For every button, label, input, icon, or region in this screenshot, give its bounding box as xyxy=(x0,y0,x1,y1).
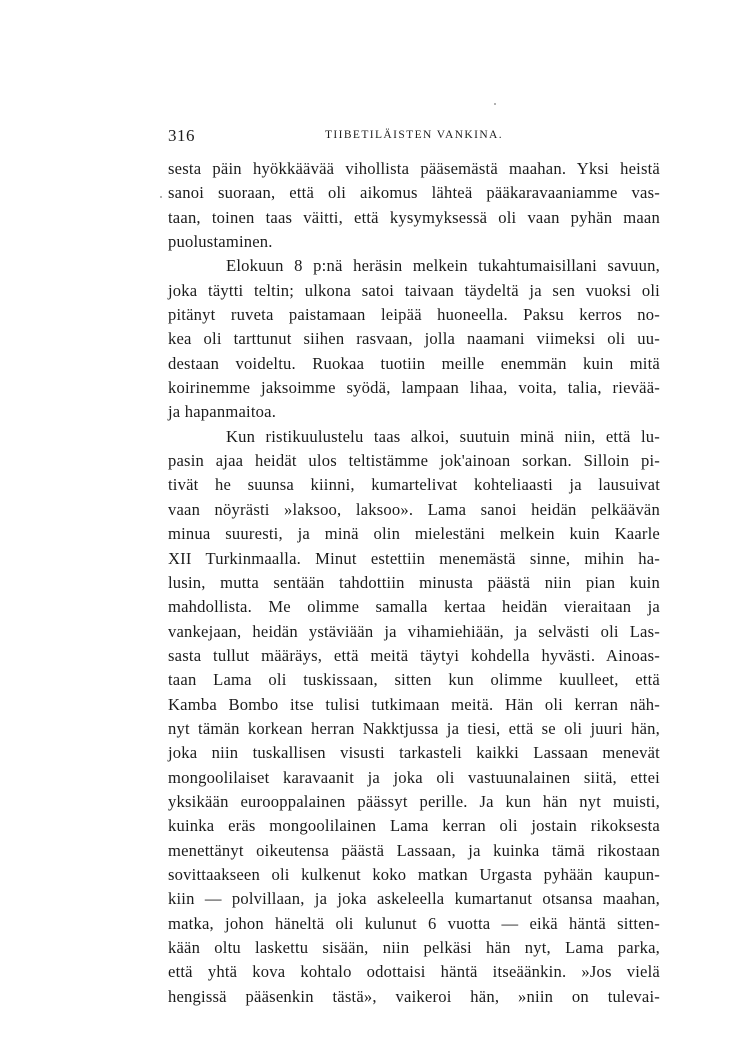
text-line: kea oli tarttunut siihen rasvaan, jolla naamani viimeksi oli uu- xyxy=(168,329,660,349)
text-line: lusin, mutta sentään tahdottiin minusta päästä niin pian kuin xyxy=(168,572,660,592)
text-line: puolustaminen. xyxy=(168,232,273,252)
text-line: yksikään eurooppalainen päässyt perille. Ja kun hän nyt muisti, xyxy=(168,791,660,811)
running-title: TIIBETILÄISTEN VANKINA. xyxy=(324,129,504,141)
text-line: koirinemme jaksoimme syödä, lampaan lihaa, voita, talia, rievää- xyxy=(168,378,660,398)
text-line: vankejaan, heidän ystäviään ja vihamiehiään, ja selvästi oli Las- xyxy=(168,621,660,641)
text-line: minua suuresti, ja minä olin mielestäni melkein kuin Kaarle xyxy=(168,524,660,544)
text-line: menettänyt oikeutensa päästä Lassaan, ja kuinka tämä rikostaan xyxy=(168,840,660,860)
text-line: mongoolilaiset karavaanit ja joka oli vastuunalainen siitä, ettei xyxy=(168,767,660,787)
text-line: kuinka eräs mongoolilainen Lama kerran oli jostain rikoksesta xyxy=(168,816,660,836)
page-number: 316 xyxy=(168,126,195,145)
text-line: että yhtä kova kohtalo odottaisi häntä itseäänkin. »Jos vielä xyxy=(168,962,660,982)
text-line: pitänyt ruveta paistamaan leipää huoneella. Paksu kerros no- xyxy=(168,305,660,325)
text-line: Kamba Bombo itse tulisi tutkimaan meitä. Hän oli kerran näh- xyxy=(168,694,660,714)
text-line: tivät he suunsa kiinni, kumartelivat kohteliaasti ja lausuivat xyxy=(168,475,660,495)
text-line: Kun ristikuulustelu taas alkoi, suutuin minä niin, että lu- xyxy=(226,426,660,446)
paper-speck xyxy=(160,196,162,198)
text-line: kään oltu laskettu sisään, niin pelkäsi hän nyt, Lama parka, xyxy=(168,938,660,957)
text-line: sanoi suoraan, että oli aikomus lähteä pääkaravaaniamme vas- xyxy=(168,183,660,203)
page-header xyxy=(168,126,660,150)
text-line: ja hapanmaitoa. xyxy=(168,402,277,422)
text-line: mahdollista. Me olimme samalla kertaa heidän vieraitaan ja xyxy=(168,597,660,617)
text-line: pasin ajaa heidät ulos teltistämme jok'ainoan sorkan. Silloin pi- xyxy=(168,451,660,471)
paper-speck xyxy=(494,103,496,105)
text-line: joka täytti teltin; ulkona satoi taivaan täydeltä ja sen vuoksi oli xyxy=(168,280,660,300)
text-line: XII Turkinmaalla. Minut estettiin menemästä sinne, mihin ha- xyxy=(168,548,660,568)
text-line: taan Lama oli tuskissaan, sitten kun olimme kuulleet, että xyxy=(168,670,660,690)
text-line: taan, toinen taas väitti, että kysymyksessä oli vaan pyhän maan xyxy=(168,207,660,227)
body-text xyxy=(168,157,660,1009)
text-line: joka niin tuskallisen visusti tarkasteli kaikki Lassaan menevät xyxy=(168,743,660,763)
text-line: Elokuun 8 p:nä heräsin melkein tukahtumaisillani savuun, xyxy=(226,256,660,276)
text-line: nyt tämän korkean herran Nakktjussa ja tiesi, että se oli juuri hän, xyxy=(168,718,660,738)
text-line: sovittaakseen oli kulkenut koko matkan Urgasta pyhään kaupun- xyxy=(168,864,660,884)
text-line: kiin — polvillaan, ja joka askeleella kumartanut otsansa maahan, xyxy=(168,889,660,909)
text-line: sesta päin hyökkäävää vihollista pääsemästä maahan. Yksi heistä xyxy=(168,159,660,178)
text-line: matka, johon häneltä oli kulunut 6 vuotta — eikä häntä sitten- xyxy=(168,913,660,933)
text-line: destaan voideltu. Ruokaa tuotiin meille enemmän kuin mitä xyxy=(168,353,660,373)
text-line: hengissä pääsenkin tästä», vaikeroi hän, »niin on tulevai- xyxy=(168,986,660,1006)
text-line: vaan nöyrästi »laksoo, laksoo». Lama sanoi heidän pelkäävän xyxy=(168,499,660,519)
text-line: sasta tullut määräys, että meitä täytyi kohdella hyvästi. Ainoas- xyxy=(168,645,660,665)
